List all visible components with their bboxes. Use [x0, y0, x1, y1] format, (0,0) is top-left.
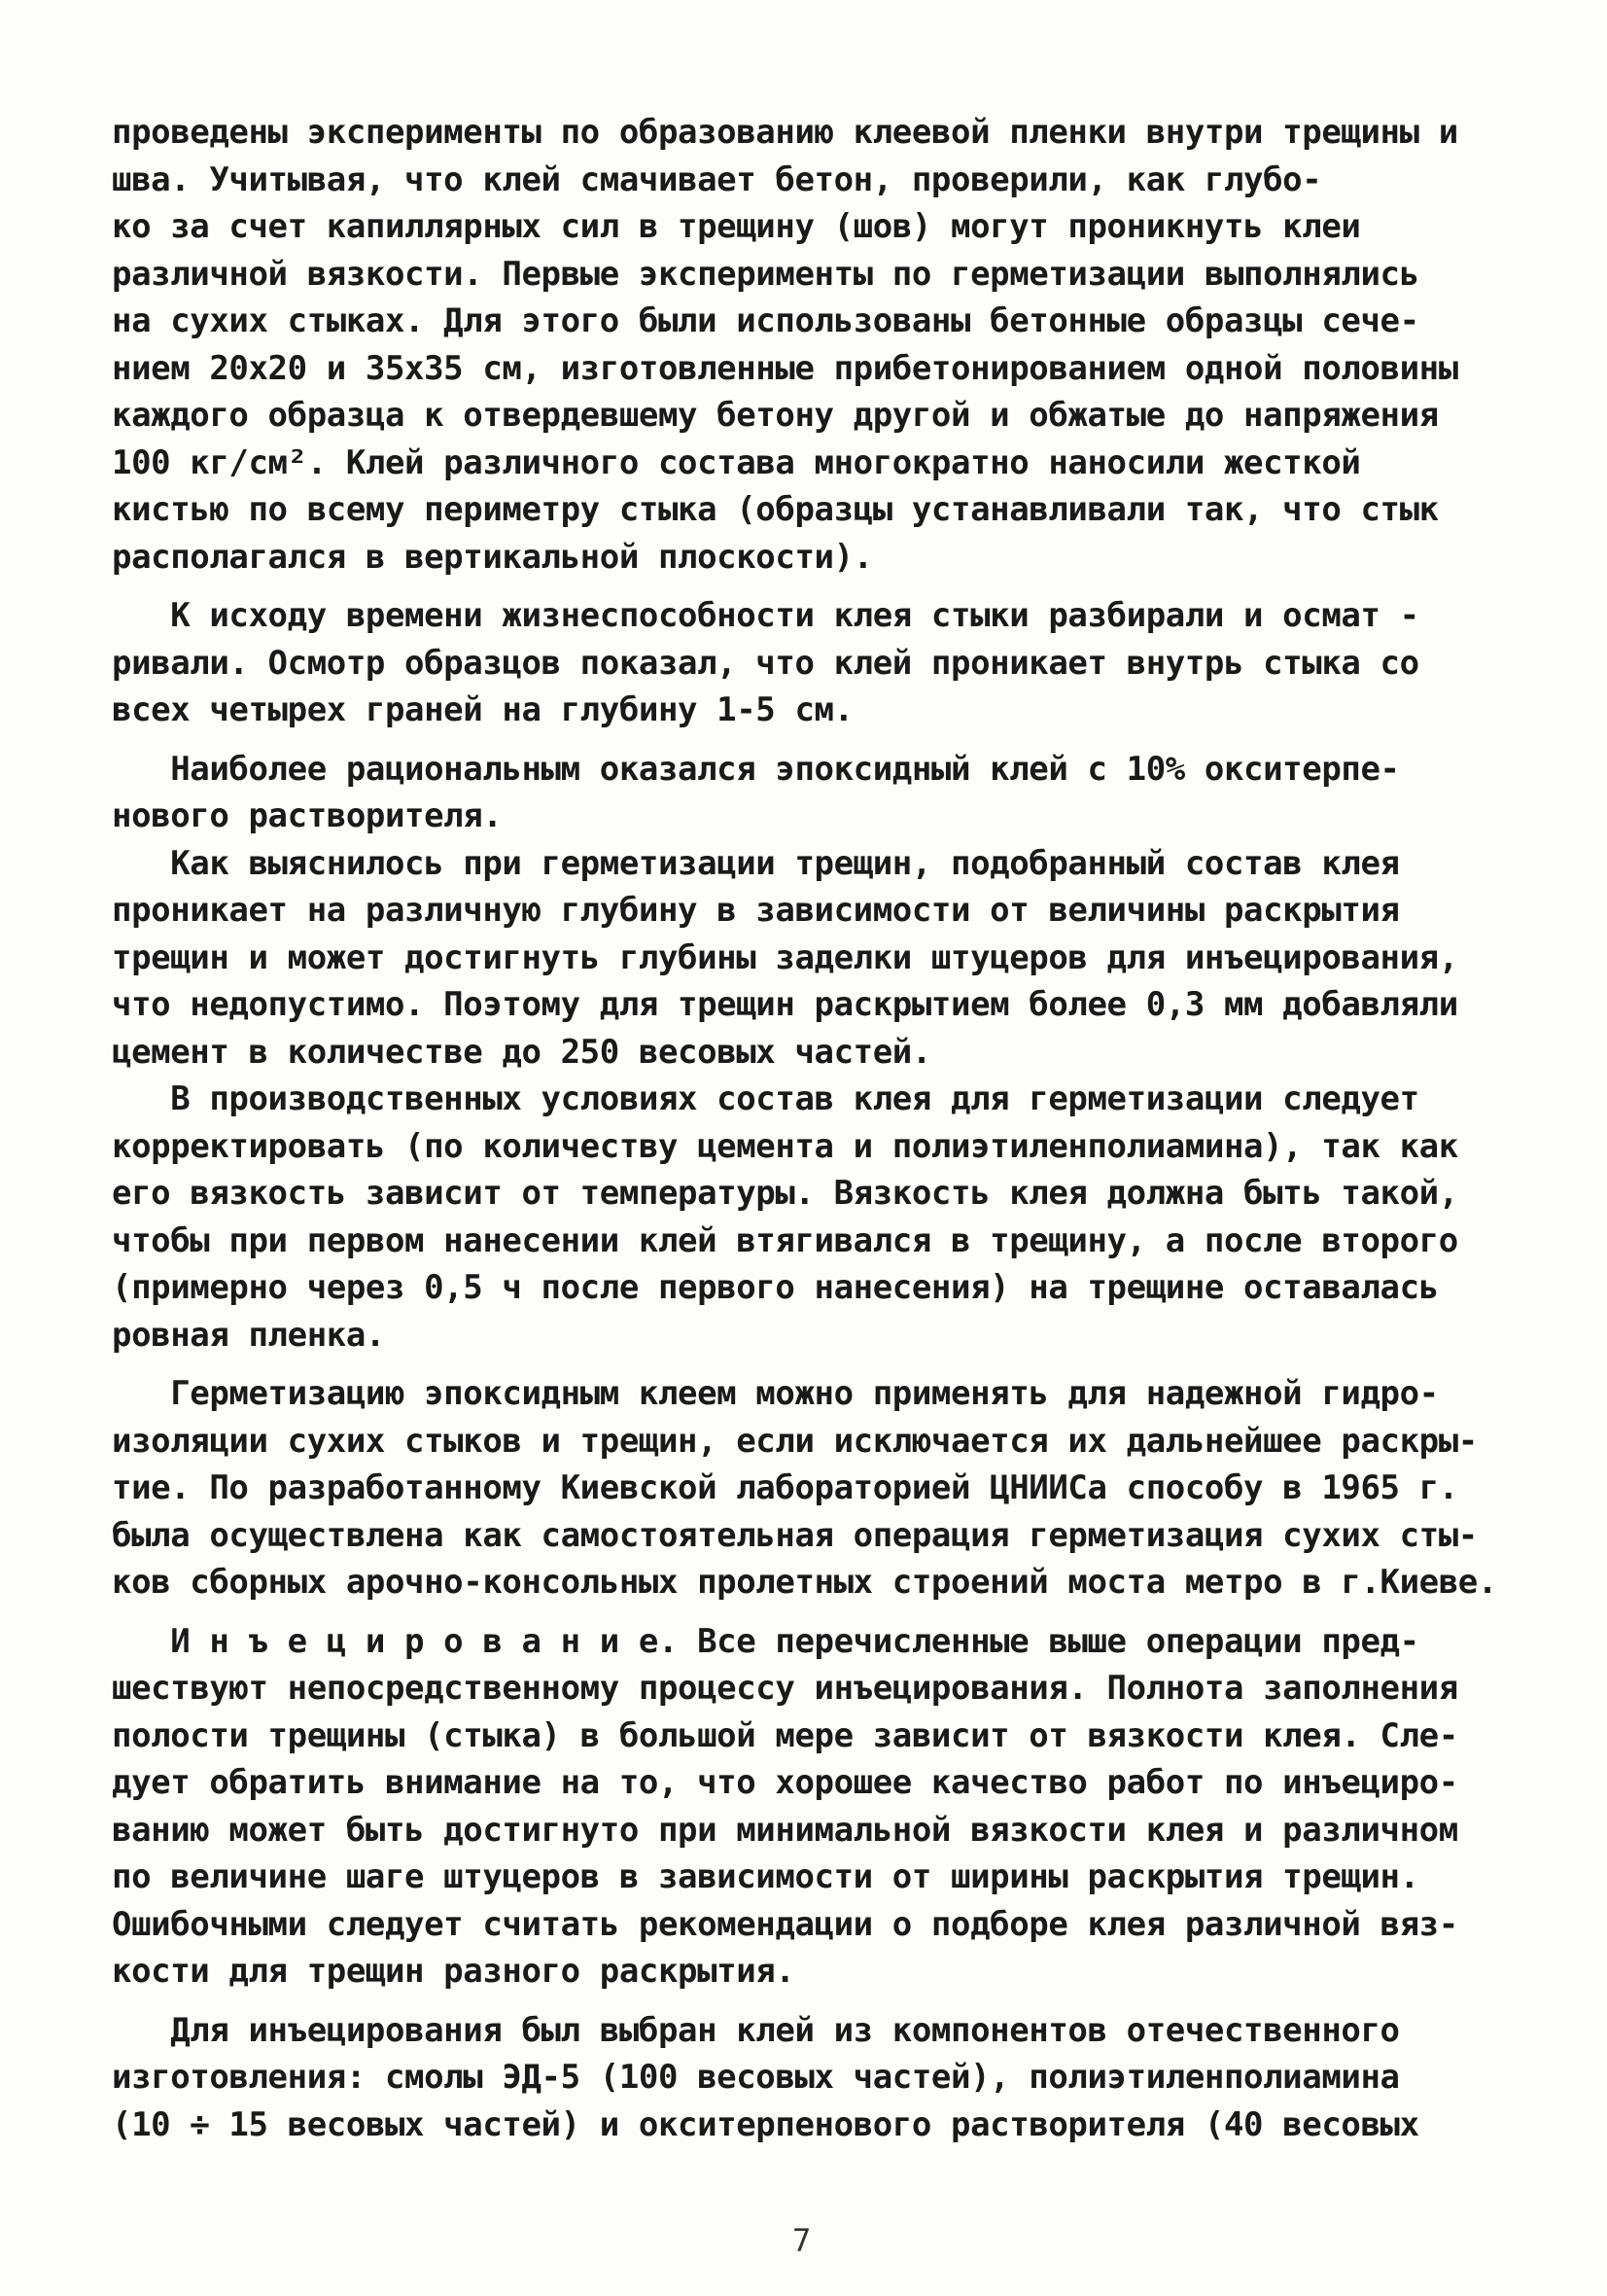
- text-line: кистью по всему периметру стыка (образцы устанавливали так, что стык: [112, 490, 1439, 529]
- paragraph: [112, 1618, 1473, 1996]
- text-line: изготовления: смолы ЭД-5 (100 весовых частей), полиэтиленполиамина: [112, 2058, 1400, 2097]
- text-line: была осуществлена как самостоятельная операция герметизация сухих сты-: [112, 1515, 1478, 1555]
- text-line: проведены эксперименты по образованию клеевой пленки внутри трещины и: [112, 113, 1458, 152]
- text-line: ривали. Осмотр образцов показал, что клей проникает внутрь стыка со: [112, 643, 1419, 683]
- text-line: по величине шаге штуцеров в зависимости от ширины раскрытия трещин.: [112, 1857, 1419, 1896]
- text-line: ков сборных арочно-консольных пролетных строений моста метро в г.Киеве.: [112, 1563, 1497, 1602]
- text-line: различной вязкости. Первые эксперименты по герметизации выполнялись: [112, 254, 1419, 294]
- text-line: Герметизацию эпоксидным клеем можно применять для надежной гидро-: [112, 1374, 1439, 1413]
- text-line: И н ъ е ц и р о в а н и е. Все перечисленные выше операции пред-: [112, 1621, 1419, 1661]
- text-line: ко за счет капиллярных сил в трещину (шов) могут проникнуть клеи: [112, 207, 1361, 246]
- text-line: располагался в вертикальной плоскости).: [112, 537, 873, 577]
- paragraph: [112, 592, 1473, 734]
- text-line: каждого образца к отвердевшему бетону другой и обжатые до напряжения: [112, 396, 1439, 435]
- text-line: шествуют непосредственному процессу инъецирования. Полнота заполнения: [112, 1669, 1458, 1708]
- text-line: нового растворителя.: [112, 796, 503, 835]
- paragraph: [112, 109, 1473, 581]
- text-line: ванию может быть достигнуто при минимальной вязкости клея и различном: [112, 1810, 1458, 1850]
- paragraph: [112, 840, 1473, 1077]
- text-line: тие. По разработанному Киевской лабораторией ЦНИИСа способу в 1965 г.: [112, 1468, 1458, 1507]
- text-line: всех четырех граней на глубину 1-5 см.: [112, 690, 854, 729]
- text-line: ровная пленка.: [112, 1315, 385, 1355]
- text-line: нием 20х20 и 35х35 см, изготовленные прибетонированием одной половины: [112, 348, 1458, 388]
- text-line: Для инъецирования был выбран клей из компонентов отечественного: [112, 2010, 1400, 2050]
- text-line: дует обратить внимание на то, что хорошее качество работ по инъециро-: [112, 1763, 1458, 1802]
- text-line: чтобы при первом нанесении клей втягивался в трещину, а после второго: [112, 1220, 1458, 1260]
- text-line: его вязкость зависит от температуры. Вязкость клея должна быть такой,: [112, 1174, 1458, 1213]
- text-line: проникает на различную глубину в зависимости от величины раскрытия: [112, 891, 1400, 930]
- text-line: полости трещины (стыка) в большой мере зависит от вязкости клея. Сле-: [112, 1715, 1458, 1755]
- text-line: изоляции сухих стыков и трещин, если исключается их дальнейшее раскры-: [112, 1421, 1478, 1461]
- text-line: К исходу времени жизнеспособности клея стыки разбирали и осмат -: [112, 596, 1419, 635]
- paragraph: [112, 1370, 1497, 1607]
- text-line: трещин и может достигнуть глубины заделки штуцеров для инъецирования,: [112, 937, 1458, 977]
- text-line: на сухих стыках. Для этого были использованы бетонные образцы сече-: [112, 301, 1419, 340]
- text-line: кости для трещин разного раскрытия.: [112, 1952, 795, 1991]
- text-line: В производственных условиях состав клея для герметизации следует: [112, 1079, 1419, 1118]
- paragraph: [112, 746, 1473, 840]
- text-line: шва. Учитывая, что клей смачивает бетон, проверили, как глубо-: [112, 159, 1322, 199]
- text-line: цемент в количестве до 250 весовых частей.: [112, 1032, 931, 1072]
- text-line: Как выяснилось при герметизации трещин, подобранный состав клея: [112, 843, 1400, 883]
- text-line: (примерно через 0,5 ч после первого нанесения) на трещине оставалась: [112, 1268, 1439, 1307]
- text-line: Наиболее рациональным оказался эпоксидный клей с 10% окситерпе-: [112, 749, 1400, 789]
- text-line: корректировать (по количеству цемента и полиэтиленполиамина), так как: [112, 1126, 1458, 1166]
- text-line: 100 кг/см². Клей различного состава многократно наносили жесткой: [112, 442, 1361, 482]
- page-number: 7: [792, 2222, 812, 2259]
- paragraph: [112, 2007, 1473, 2149]
- body-text: [112, 109, 1497, 2148]
- text-line: что недопустимо. Поэтому для трещин раскрытием более 0,3 мм добавляли: [112, 985, 1458, 1024]
- text-line: Ошибочными следует считать рекомендации о подборе клея различной вяз-: [112, 1904, 1458, 1944]
- paragraph: [112, 1076, 1473, 1359]
- text-line: (10 ÷ 15 весовых частей) и окситерпенового растворителя (40 весовых: [112, 2104, 1419, 2144]
